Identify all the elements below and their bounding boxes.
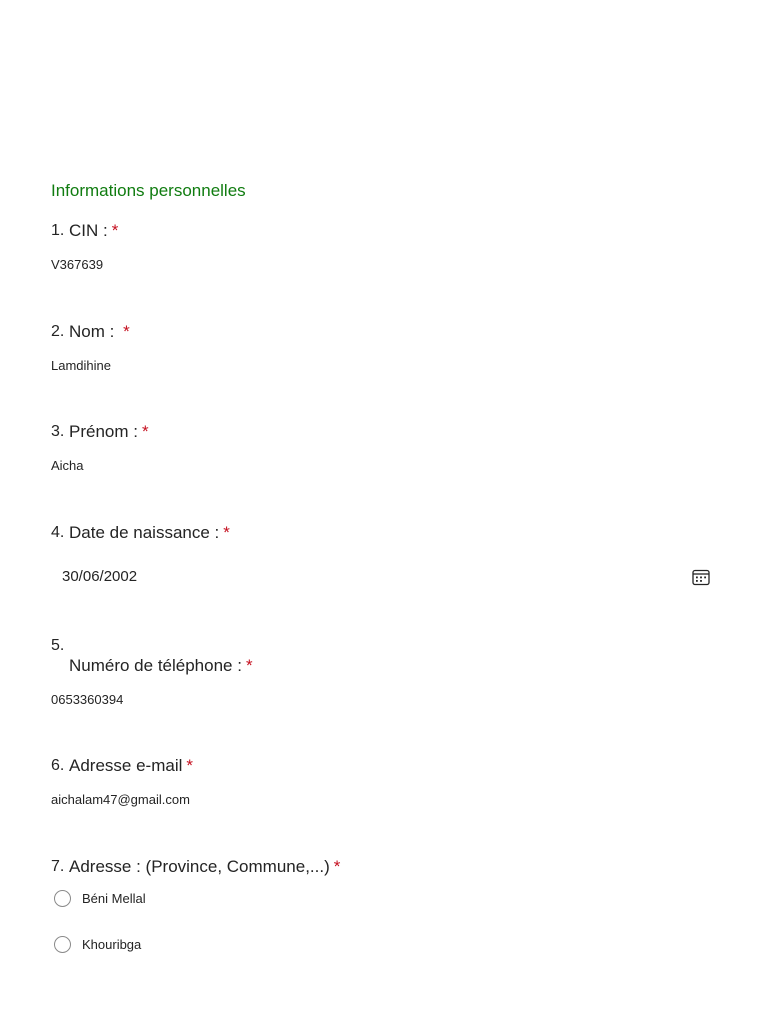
- required-marker: *: [186, 756, 193, 775]
- question-title: [69, 220, 118, 242]
- required-marker: *: [245, 656, 253, 675]
- question-title: [69, 655, 253, 677]
- calendar-icon[interactable]: [690, 566, 712, 588]
- required-marker: *: [111, 221, 119, 240]
- radio-button[interactable]: [54, 890, 71, 907]
- question-number: 1.: [51, 222, 65, 239]
- required-marker: *: [141, 422, 149, 441]
- answer-email[interactable]: aichalam47@gmail.com: [51, 792, 190, 807]
- radio-option-khouribga[interactable]: [51, 927, 731, 961]
- date-input[interactable]: [51, 562, 717, 594]
- date-value: 30/06/2002: [62, 568, 138, 585]
- question-adresse: [51, 856, 731, 961]
- question-title-text: Prénom :: [69, 422, 138, 441]
- question-title-text: CIN :: [69, 221, 108, 240]
- radio-group: [51, 881, 731, 961]
- question-prenom: [51, 421, 731, 474]
- required-marker: *: [123, 322, 130, 341]
- radio-option-label: Béni Mellal: [82, 890, 146, 906]
- question-number: 6.: [51, 757, 65, 774]
- question-number: 7.: [51, 858, 65, 875]
- question-header: [51, 321, 731, 343]
- answer-prenom[interactable]: Aicha: [51, 458, 84, 473]
- question-title: [69, 755, 193, 777]
- question-number: 5.: [51, 637, 65, 654]
- question-title-text: Adresse e-mail: [69, 756, 183, 775]
- answer-telephone[interactable]: 0653360394: [51, 692, 124, 707]
- question-header: [51, 421, 731, 443]
- question-number: 2.: [51, 323, 65, 340]
- answer-nom[interactable]: Lamdihine: [51, 358, 111, 373]
- question-title: [69, 421, 149, 443]
- question-telephone: [51, 635, 731, 708]
- radio-option-beni-mellal[interactable]: [51, 881, 731, 915]
- radio-option-label: Khouribga: [82, 936, 142, 952]
- question-header: [51, 220, 731, 242]
- question-header: [51, 755, 731, 777]
- question-title-text: Date de naissance :: [69, 523, 220, 542]
- question-header: [51, 856, 731, 878]
- required-marker: *: [223, 523, 230, 542]
- question-nom: [51, 321, 731, 374]
- question-title: [69, 321, 130, 343]
- question-cin: [51, 220, 731, 273]
- question-email: [51, 755, 731, 808]
- answer-cin[interactable]: V367639: [51, 257, 104, 272]
- question-date-naissance: [51, 522, 731, 594]
- question-title: [69, 856, 340, 878]
- question-title-text: Numéro de téléphone :: [69, 656, 242, 675]
- question-header: [51, 635, 731, 677]
- question-title-text: Adresse : (Province, Commune,...): [69, 857, 330, 876]
- radio-button[interactable]: [54, 936, 71, 953]
- required-marker: *: [333, 857, 341, 876]
- question-title-text: Nom :: [69, 322, 115, 341]
- question-number: 3.: [51, 423, 65, 440]
- question-header: [51, 522, 731, 544]
- question-title: [69, 522, 230, 544]
- question-number: 4.: [51, 524, 65, 541]
- section-title: Informations personnelles: [51, 181, 246, 200]
